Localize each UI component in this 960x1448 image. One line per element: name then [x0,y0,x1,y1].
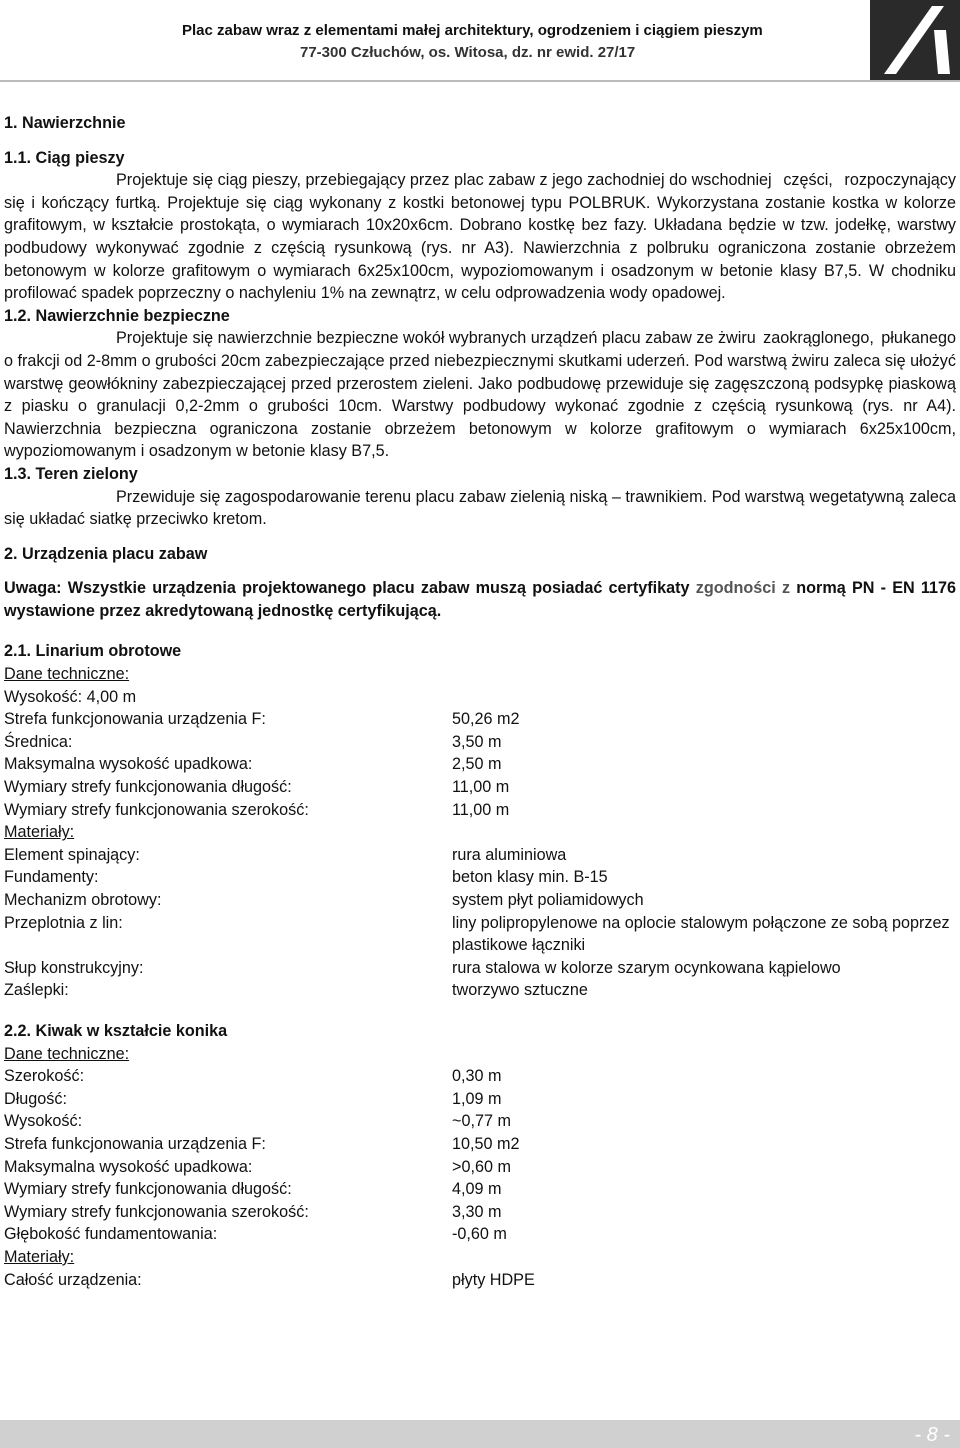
device-1-height: Wysokość: 4,00 m [4,687,137,706]
section-1-3-indent-text: Przewiduje się zagospodarowanie terenu placu zabaw zielenią niską – trawnikiem. Pod warstwą [116,487,805,506]
device-2-materials-heading: Materiały: [4,1247,75,1266]
certification-note [4,577,956,622]
spec-row: Maksymalna wysokość upadkowa: >0,60 m [4,1157,511,1176]
device-1-tech-list [4,708,956,821]
spec-row: Całość urządzenia: płyty HDPE [4,1270,535,1289]
section-1-3-title: 1.3. Teren zielony [4,464,138,483]
spec-row: Przeplotnia z lin: liny polipropylenowe na oplocie stalowym połączone ze sobą poprzez plastikowe łączniki [4,913,950,955]
spec-row: Strefa funkcjonowania urządzenia F: 10,50 m2 [4,1134,520,1153]
section-1-1-paragraph [4,169,956,305]
header-project-title: Plac zabaw wraz z elementami małej architektury, ogrodzeniem i ciągiem pieszym [182,22,763,39]
device-2-tech-list [4,1065,956,1246]
page-number: - 8 - [914,1424,950,1446]
document-body [4,112,956,1291]
device-1-materials-heading: Materiały: [4,823,75,842]
spec-row: Głębokość fundamentowania: -0,60 m [4,1225,507,1244]
device-2-materials-list [4,1269,956,1292]
section-1-3-text: wegetatywną zaleca się układać siatkę przeciwko kretom. [4,487,956,529]
spec-row: Mechanizm obrotowy: system płyt poliamidowych [4,891,644,909]
device-1-title: 2.1. Linarium obrotowe [4,642,182,661]
spec-row: Maksymalna wysokość upadkowa: 2,50 m [4,755,502,774]
device-2-title: 2.2. Kiwak w kształcie konika [4,1021,228,1040]
section-1-2-title: 1.2. Nawierzchnie bezpieczne [4,306,230,325]
section-1-1-indent-text: Projektuje się ciąg pieszy, przebiegający przez plac zabaw z jego zachodniej do wschodniej [116,171,772,190]
header-rule [0,80,960,82]
spec-row: Wysokość: ~0,77 m [4,1112,511,1131]
certification-note-bold: Uwaga: Wszystkie urządzenia projektowanego placu zabaw muszą posiadać certyfikaty [4,579,690,598]
spec-row: Słup konstrukcyjny: rura stalowa w kolorze szarym ocynkowana kąpielowo [4,958,841,977]
spec-row: Średnica: 3,50 m [4,732,502,751]
device-2-tech-heading: Dane techniczne: [4,1044,130,1063]
device-1-materials-list [4,844,956,1002]
device-1-tech-heading: Dane techniczne: [4,665,130,684]
section-2-title: 2. Urządzenia placu zabaw [4,544,208,563]
spec-row: Fundamenty: beton klasy min. B-15 [4,868,608,887]
section-1-1-text: części, rozpoczynający się i kończący furtką. Projektuje się ciąg wykonany z kostki betonowej typu POLBRUK. Wykorzystana zostanie kostka w kolorze grafitowym, w kształcie prostokąta, o wymiarach 10x20x6cm. Dobrano kostkę bez fazy. Układana będzie w tzw. jodełkę, warstwy podbudowy wykonywać zgodnie z częścią rysunkową (rys. nr A3). Nawierzchnia z polbruku ograniczona zostanie obrzeżem betonowym w kolorze grafitowym o wymiarach 6x25x100cm, wypoziomowanym i osadzonym w betonie klasy B7,5. W chodniku profilować spadek poprzeczny o nachyleniu 1% na zewnątrz, w celu odprowadzenia wody opadowej. [4,171,956,303]
section-1-2-indent-text: Projektuje się nawierzchnie bezpieczne wokół wybranych urządzeń placu zabaw ze żwiru [116,329,756,348]
certification-note-rest: normą PN - EN 1176 wystawione przez akredytowaną jednostkę certyfikującą. [4,579,956,620]
spec-row: Strefa funkcjonowania urządzenia F: 50,26 m2 [4,710,520,729]
spec-row: Element spinający: rura aluminiowa [4,845,567,864]
spec-row: Długość: 1,09 m [4,1089,502,1108]
spec-row: Wymiary strefy funkcjonowania długość: 4,09 m [4,1180,502,1199]
spec-row: Wymiary strefy funkcjonowania szerokość: 3,30 m [4,1202,502,1221]
section-1-2-paragraph [4,327,956,463]
section-1-2-text: zaokrąglonego, płukanego o frakcji od 2-8mm o grubości 20cm zabezpieczające przed niebezpiecznymi skutkami uderzeń. Pod warstwą żwiru zaleca się ułożyć warstwę geowłókniny zabezpieczającej przed przerostem zieleni. Jako podbudowę przewiduje się zagęszczoną podsypkę piaskową z piasku o granulacji 0,2-2mm o grubości 10cm. Warstwy podbudowy wykonać zgodnie z częścią rysunkową (rys. nr A4). Nawierzchnia bezpieczna ograniczona zostanie obrzeżem betonowym w kolorze grafitowym o wymiarach 6x25x100cm, wypoziomowanym i osadzonym w betonie klasy B7,5. [4,329,957,461]
spec-row: Wymiary strefy funkcjonowania długość: 11,00 m [4,778,510,797]
certification-note-grey: zgodności z [695,579,791,598]
footer-bar [0,1420,960,1448]
spec-row: Wymiary strefy funkcjonowania szerokość: 11,00 m [4,800,510,819]
section-1-3-paragraph [4,486,956,531]
section-1-1-title: 1.1. Ciąg pieszy [4,148,125,167]
page-header [0,0,960,80]
spec-row: Szerokość: 0,30 m [4,1067,502,1086]
spec-row: Zaślepki: tworzywo sztuczne [4,981,588,1000]
company-logo-icon [870,0,960,80]
section-1-title: 1. Nawierzchnie [4,114,126,132]
header-address: 77-300 Człuchów, os. Witosa, dz. nr ewid. 27/17 [300,44,636,61]
